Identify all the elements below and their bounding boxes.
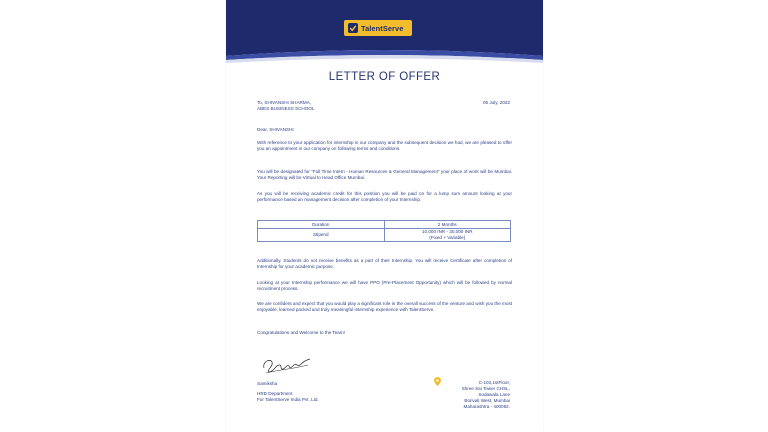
offer-letter-document [226,0,543,432]
salutation: Dear, SHIVANSHI [257,127,294,132]
signatory-name: Samiksha [257,381,278,386]
paragraph-intro: With reference to your application for internship in our company and the subsequent decision we had, we are pleased to offer you an appointment in our company on following terms and conditions. [257,140,512,152]
recipient-name: To, SHIVANSHI SHARMA, [257,100,312,105]
table-row [258,228,511,242]
checkmark-logo-icon [348,23,358,33]
handwritten-signature [260,350,312,376]
recipient-block [257,100,512,112]
table-row [258,221,511,229]
address-line: Borivali West, Mumbai [464,398,510,404]
department: HRD Department [257,391,293,397]
stipend-label: Stipend [258,228,385,242]
stipend-type: (Fixed + Variable) [429,235,466,241]
stipend-value [384,228,511,242]
company-address [438,380,510,410]
paragraph-designation: You will be designated for "Full Time Intern - Human Resources & General Management" your place of work will be Mumbai. Your Reporting will be Virtual to Head Office Mumbai. [257,169,512,181]
letter-date: 05 July, 2022 [483,100,510,105]
stipend-range: 10,000 INR - 30,000 INR [421,229,473,235]
paragraph-benefits: Additionally, Students do not receive benefits as a part of their Internship. You will receive Certificate after completion of Internship for your academic purpose. [257,258,512,270]
letter-title: LETTER OF OFFER [328,71,441,83]
paragraph-confidence: We are confident and expect that you would play a significant role in the overall success of the venture and wish you the most enjoyable, learned packed and truly meaningful internship experience with TalentServe. [257,301,513,313]
signatory-block [257,381,319,403]
paragraph-ppo: Looking at your Internship performance we will have PPO (Pre-Placement Opportunity) which will be followed by normal recruitment process. [257,280,512,292]
address-line: C-103,1stFloor, [478,380,510,385]
address-line: Shree Sai Tower CHSL, [461,386,510,392]
recipient-school: ABES BUSINESS SCHOOL [257,106,315,112]
paragraph-academic-credit: As you will be receiving academic credit for this position you will be paid on for a lump sum amount looking at your performance based an management decision after completion of your Internship. [257,191,512,203]
address-line: Maharashtra - 400092. [463,404,510,410]
talentserve-logo [344,20,412,36]
company-name: For TalentServe India Pvt. Ltd. [257,397,319,403]
duration-value: 2 Months [384,221,511,229]
terms-table [257,220,511,242]
address-line: Sodawala Lane [478,392,510,398]
duration-label: Duration [258,221,385,229]
closing-line: Congratulations and Welcome to the Team! [257,330,345,335]
brand-name: TalentServe [361,23,404,33]
